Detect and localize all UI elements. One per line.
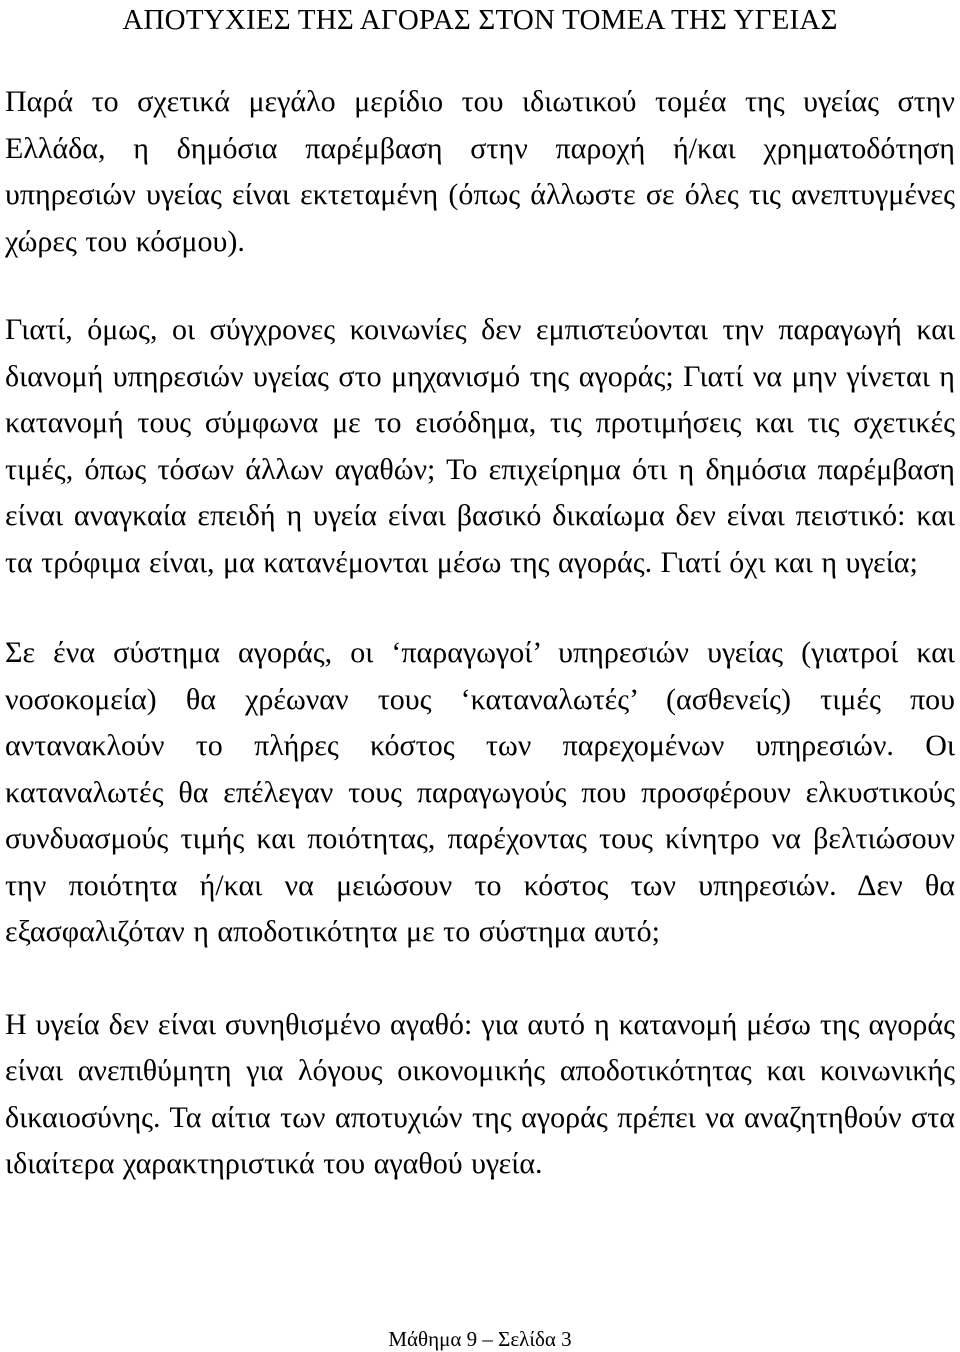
page-footer: Μάθημα 9 – Σελίδα 3 [388,1327,572,1351]
paragraph-1: Παρά το σχετικά μεγάλο μερίδιο του ιδιωτικού τομέα της υγείας στην Ελλάδα, η δημόσια παρέμβαση στην παροχή ή/και χρηματοδότηση υπηρεσιών υγείας είναι εκτεταμένη (όπως άλλωστε σε όλες τις ανεπτυγμένες χώρες του κόσμου). [5,85,955,258]
body-text [5,79,955,1232]
paragraph-2: Γιατί, όμως, οι σύγχρονες κοινωνίες δεν εμπιστεύονται την παραγωγή και διανομή υπηρεσιών υγείας στο μηχανισμό της αγοράς; Γιατί να μην γίνεται η κατανομή τους σύμφωνα με το εισόδημα, τις προτιμήσεις και τις σχετικές τιμές, όπως τόσων άλλων αγαθών; Το επιχείρημα ότι η δημόσια παρέμβαση είναι αναγκαία επειδή η υγεία είναι βασικό δικαίωμα δεν είναι πειστικό: και τα τρόφιμα είναι, μα κατανέμονται μέσω της αγοράς. Γιατί όχι και η υγεία; [5,313,955,579]
running-header: ΑΠΟΤΥΧΙΕΣ ΤΗΣ ΑΓΟΡΑΣ ΣΤΟΝ ΤΟΜΕΑ ΤΗΣ ΥΓΕΙΑΣ [122,4,838,36]
paragraph-3: Σε ένα σύστημα αγοράς, οι ‘παραγωγοί’ υπηρεσιών υγείας (γιατροί και νοσοκομεία) θα χρέωναν τους ‘καταναλωτές’ (ασθενείς) τιμές που αντανακλούν το πλήρες κόστος των παρεχομένων υπηρεσιών. Οι καταναλωτές θα επέλεγαν τους παραγωγούς που προσφέρουν ελκυστικούς συνδυασμούς τιμής και ποιότητας, παρέχοντας τους κίνητρο να βελτιώσουν την ποιότητα ή/και να μειώσουν το κόστος των υπηρεσιών. Δεν θα εξασφαλιζόταν η αποδοτικότητα με το σύστημα αυτό; [5,636,955,948]
paragraph-4: Η υγεία δεν είναι συνηθισμένο αγαθό: για αυτό η κατανομή μέσω της αγοράς είναι ανεπιθύμητη για λόγους οικονομικής αποδοτικότητας και κοινωνικής δικαιοσύνης. Τα αίτια των αποτυχιών της αγοράς πρέπει να αναζητηθούν στα ιδιαίτερα χαρακτηριστικά του αγαθού υγεία. [5,1007,955,1180]
